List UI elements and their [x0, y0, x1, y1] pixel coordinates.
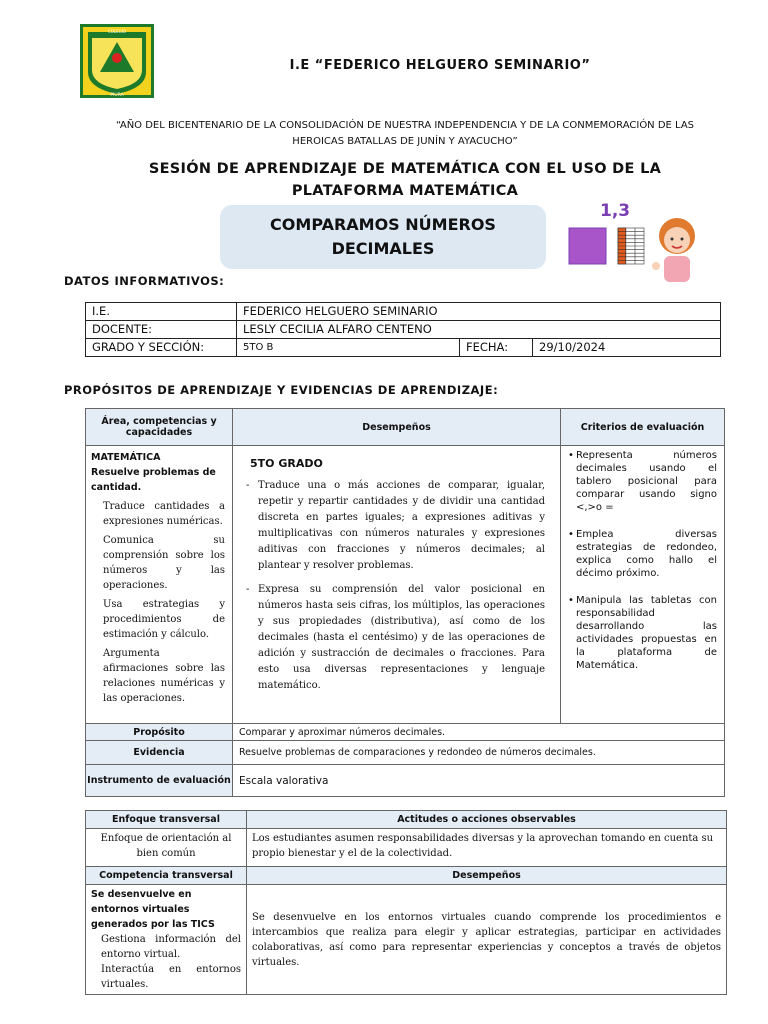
table-row: [86, 303, 721, 321]
list-item: • Emplea diversas estrategias de redondeo, explica como hallo el décimo próximo.: [568, 529, 717, 579]
competencia-transversal-cell: [86, 885, 247, 995]
fecha-label: FECHA:: [460, 339, 533, 357]
criterios-cell: [561, 446, 725, 724]
tenths-grid: [618, 228, 644, 264]
capacidad-item: Comunica su comprensión sobre los números y las operaciones.: [103, 535, 225, 591]
header-actitudes: Actitudes o acciones observables: [247, 811, 727, 829]
list-item: - Expresa su comprensión del valor posicional en números hasta seis cifras, los múltiplos, las operaciones y sus propiedades (distributiva), así como de los decimales (hasta el centésimo) y de las operaciones de adición y sustracción de decimales o fracciones. Para esto usa diversas representaciones y lenguaje matemático.: [246, 582, 545, 694]
lesson-title: COMPARAMOS NÚMEROS DECIMALES: [270, 215, 496, 258]
grado-label: GRADO Y SECCIÓN:: [86, 339, 237, 357]
fecha-value: 29/10/2024: [533, 339, 721, 357]
session-title: SESIÓN DE APRENDIZAJE DE MATEMÁTICA CON EL USO DE LA PLATAFORMA MATEMÁTICA: [148, 161, 662, 199]
header-area: Área, competencias y capacidades: [86, 409, 233, 446]
desempeno-transversal: Se desenvuelve en los entornos virtuales cuando comprende los procedimientos e intercambios que realiza para elegir y aplicar estrategias, participar en actividades colaborativas, así como para representar experiencias y conceptos a través de objetos virtuales.: [247, 885, 727, 995]
school-title: I.E “FEDERICO HELGUERO SEMINARIO”: [289, 58, 591, 73]
info-table: [85, 302, 721, 357]
grade-label: 5TO GRADO: [250, 457, 323, 470]
table-header-row: [86, 811, 727, 829]
actitud-value: Los estudiantes asumen responsabilidades diversas y la aprovechan tomando en cuenta su propio bienestar y el de la colectividad.: [247, 829, 727, 867]
competencias-cell: [86, 446, 233, 724]
header-competencia: Competencia transversal: [86, 867, 247, 885]
evidencia-value: Resuelve problemas de comparaciones y redondeo de números decimales.: [233, 741, 725, 765]
docente-label: DOCENTE:: [86, 321, 237, 339]
table-row: [86, 321, 721, 339]
logo-text: PIURA: [110, 93, 124, 98]
desempeno-text: Expresa su comprensión del valor posicional en números hasta seis cifras, los múltiplos, las operaciones y sus propiedades (distributiva), así como de los decimales (hasta el centésimo) y de las operaciones de adición y sustracción de decimales o fracciones. Para esto usa diversas representaciones y lenguaje matemático.: [258, 584, 545, 691]
list-item: • Manipula las tabletas con responsabilidad desarrollando las actividades propuestas en la plataforma de Matemática.: [568, 595, 717, 671]
table-row: [86, 446, 725, 724]
svg-text:COLEGIO: COLEGIO: [107, 29, 127, 34]
table-row: [86, 339, 721, 357]
desempeno-text: Traduce una o más acciones de comparar, igualar, repetir y repartir cantidades y de dividir una cantidad discreta en partes iguales; a expresiones aditivas y multiplicativas con números naturales y expresiones aditivas con fracciones y números decimales; al plantear y resolver problemas.: [258, 480, 545, 571]
header-criterios: Criterios de evaluación: [561, 409, 725, 446]
grado-value: 5TO B: [237, 339, 460, 357]
header-desempenos-2: Desempeños: [247, 867, 727, 885]
header-desempenos: Desempeños: [233, 409, 561, 446]
proposito-value: Comparar y aproximar números decimales.: [233, 724, 725, 741]
list-item: - Traduce una o más acciones de comparar, igualar, repetir y repartir cantidades y de dividir una cantidad discreta en partes iguales; a expresiones aditivas y multiplicativas con números naturales y expresiones aditivas con fracciones y números decimales; al plantear y resolver problemas.: [246, 478, 545, 574]
desempenos-cell: [233, 446, 561, 724]
ie-label: I.E.: [86, 303, 237, 321]
enfoque-table: [85, 810, 727, 995]
table-row: [86, 829, 727, 867]
instrumento-label: Instrumento de evaluación: [86, 765, 233, 797]
datos-heading: DATOS INFORMATIVOS:: [64, 274, 225, 288]
proposito-label: Propósito: [86, 724, 233, 741]
enfoque-value: Enfoque de orientación al bien común: [86, 829, 247, 867]
table-row: [86, 765, 725, 797]
capacidad-item: Gestiona información del entorno virtual.: [101, 934, 241, 960]
decimal-illustration: [560, 196, 700, 282]
table-header-row: [86, 409, 725, 446]
capacidad-item: Interactúa en entornos virtuales.: [101, 964, 241, 990]
ie-value: FEDERICO HELGUERO SEMINARIO: [237, 303, 721, 321]
competencia-name: Resuelve problemas de cantidad.: [91, 467, 216, 493]
table-header-row: [86, 867, 727, 885]
competencia-transversal: Se desenvuelve en entornos virtuales generados por las TICS: [91, 889, 215, 930]
table-row: [86, 885, 727, 995]
school-logo: [80, 24, 154, 98]
evidencia-label: Evidencia: [86, 741, 233, 765]
propositos-heading: PROPÓSITOS DE APRENDIZAJE Y EVIDENCIAS DE APRENDIZAJE:: [64, 383, 499, 397]
criterio-text: Representa números decimales usando el tablero posicional para comparar usando signo <,>o =: [576, 450, 717, 513]
area-name: MATEMÁTICA: [91, 452, 161, 463]
criterio-text: Manipula las tabletas con responsabilidad desarrollando las actividades propuestas en la plataforma de Matemática.: [576, 595, 717, 671]
instrumento-value: Escala valorativa: [233, 765, 725, 797]
decimal-number-label: 1,3: [600, 201, 631, 221]
header-enfoque: Enfoque transversal: [86, 811, 247, 829]
year-motto: “AÑO DEL BICENTENARIO DE LA CONSOLIDACIÓN DE NUESTRA INDEPENDENCIA Y DE LA CONMEMORACIÓN DE LAS HEROICAS BATALLAS DE JUNÍN Y AYACUCHO”: [115, 120, 695, 147]
docente-value: LESLY CECILIA ALFARO CENTENO: [237, 321, 721, 339]
girl-figure: [652, 218, 695, 282]
table-row: [86, 724, 725, 741]
lesson-title-box: [220, 205, 546, 269]
table-row: [86, 741, 725, 765]
capacidad-item: Traduce cantidades a expresiones numéricas.: [103, 501, 225, 527]
list-item: • Representa números decimales usando el tablero posicional para comparar usando signo <,>o =: [568, 450, 717, 513]
capacidad-item: Usa estrategias y procedimientos de estimación y cálculo.: [103, 599, 225, 640]
capacidad-item: Argumenta afirmaciones sobre las relaciones numéricas y las operaciones.: [103, 648, 225, 704]
propositos-table: [85, 408, 725, 797]
criterio-text: Emplea diversas estrategias de redondeo, explica como hallo el décimo próximo.: [576, 529, 717, 579]
